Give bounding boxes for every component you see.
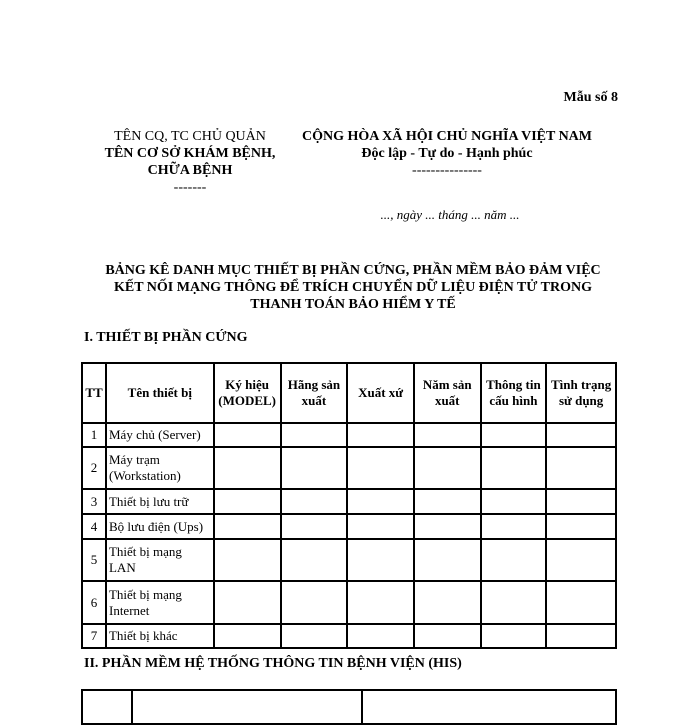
empty-cell — [82, 690, 132, 724]
table-row — [82, 539, 616, 581]
empty-cell — [414, 581, 481, 624]
device-name: Thiết bị lưu trữ — [106, 489, 214, 514]
column-header: Xuất xứ — [347, 363, 414, 423]
empty-cell — [481, 447, 547, 489]
software-table — [81, 689, 617, 725]
column-header: Tình trạng sử dụng — [546, 363, 616, 423]
agency-header — [70, 128, 310, 196]
empty-cell — [281, 447, 348, 489]
empty-cell — [347, 423, 414, 447]
empty-cell — [481, 539, 547, 581]
hardware-table — [81, 362, 617, 649]
column-header: Thông tin cấu hình — [481, 363, 547, 423]
title-line-3: THANH TOÁN BẢO HIỂM Y TẾ — [250, 297, 456, 312]
empty-cell — [546, 489, 616, 514]
empty-cell — [347, 514, 414, 539]
row-number: 6 — [82, 581, 106, 624]
empty-cell — [281, 539, 348, 581]
national-motto — [282, 128, 612, 179]
facility-name-line2: CHỮA BỆNH — [147, 163, 233, 178]
empty-cell — [281, 514, 348, 539]
empty-cell — [414, 489, 481, 514]
empty-cell — [414, 539, 481, 581]
empty-cell — [414, 624, 481, 648]
empty-cell — [214, 514, 281, 539]
empty-cell — [546, 423, 616, 447]
empty-cell — [214, 447, 281, 489]
table-header-row — [82, 363, 616, 423]
column-header: Ký hiệu (MODEL) — [214, 363, 281, 423]
empty-cell — [281, 581, 348, 624]
parent-agency-label: TÊN CQ, TC CHỦ QUẢN — [114, 129, 266, 144]
empty-cell — [132, 690, 362, 724]
empty-cell — [546, 624, 616, 648]
country-name: CỘNG HÒA XÃ HỘI CHỦ NGHĨA VIỆT NAM — [301, 129, 592, 144]
empty-cell — [546, 514, 616, 539]
device-name: Thiết bị mạng Internet — [106, 581, 214, 624]
empty-cell — [414, 447, 481, 489]
row-number: 2 — [82, 447, 106, 489]
row-number: 1 — [82, 423, 106, 447]
table-row — [82, 489, 616, 514]
document-title — [78, 262, 628, 313]
empty-cell — [214, 489, 281, 514]
empty-cell — [214, 624, 281, 648]
empty-cell — [214, 539, 281, 581]
empty-cell — [281, 624, 348, 648]
empty-cell — [546, 447, 616, 489]
empty-cell — [414, 514, 481, 539]
row-number: 7 — [82, 624, 106, 648]
motto-rule: --------------- — [412, 163, 482, 178]
empty-cell — [481, 423, 547, 447]
agency-header-rule: ------- — [173, 180, 207, 195]
row-number: 5 — [82, 539, 106, 581]
device-name: Máy chủ (Server) — [106, 423, 214, 447]
empty-cell — [214, 581, 281, 624]
table-row — [82, 581, 616, 624]
facility-name-line1: TÊN CƠ SỞ KHÁM BỆNH, — [104, 146, 276, 161]
column-header: Năm sản xuất — [414, 363, 481, 423]
empty-cell — [362, 690, 616, 724]
empty-cell — [481, 581, 547, 624]
empty-cell — [214, 423, 281, 447]
column-header: TT — [82, 363, 106, 423]
empty-cell — [347, 489, 414, 514]
motto: Độc lập - Tự do - Hạnh phúc — [361, 146, 533, 161]
date-line: ..., ngày ... tháng ... năm ... — [380, 207, 520, 222]
empty-cell — [347, 539, 414, 581]
section-heading-hardware: I. THIẾT BỊ PHẦN CỨNG — [84, 330, 248, 345]
device-name: Thiết bị mạng LAN — [106, 539, 214, 581]
section-heading-software: II. PHẦN MỀM HỆ THỐNG THÔNG TIN BỆNH VIỆN (HIS) — [84, 656, 462, 671]
empty-cell — [481, 489, 547, 514]
empty-cell — [546, 539, 616, 581]
title-line-2: KẾT NỐI MẠNG THÔNG ĐỂ TRÍCH CHUYỂN DỮ LIỆU ĐIỆN TỬ TRONG — [113, 280, 593, 295]
empty-cell — [347, 581, 414, 624]
empty-cell — [546, 581, 616, 624]
empty-cell — [414, 423, 481, 447]
empty-cell — [481, 624, 547, 648]
empty-cell — [281, 489, 348, 514]
column-header: Hãng sản xuất — [281, 363, 348, 423]
empty-cell — [347, 447, 414, 489]
row-number: 4 — [82, 514, 106, 539]
table-row — [82, 690, 616, 724]
table-row — [82, 423, 616, 447]
title-line-1: BẢNG KÊ DANH MỤC THIẾT BỊ PHẦN CỨNG, PHẦN MỀM BẢO ĐẢM VIỆC — [105, 263, 601, 278]
column-header: Tên thiết bị — [106, 363, 214, 423]
table-row — [82, 624, 616, 648]
row-number: 3 — [82, 489, 106, 514]
table-row — [82, 447, 616, 489]
form-number: Mẫu số 8 — [563, 90, 618, 105]
empty-cell — [481, 514, 547, 539]
device-name: Bộ lưu điện (Ups) — [106, 514, 214, 539]
device-name: Máy trạm (Workstation) — [106, 447, 214, 489]
empty-cell — [281, 423, 348, 447]
device-name: Thiết bị khác — [106, 624, 214, 648]
empty-cell — [347, 624, 414, 648]
table-row — [82, 514, 616, 539]
